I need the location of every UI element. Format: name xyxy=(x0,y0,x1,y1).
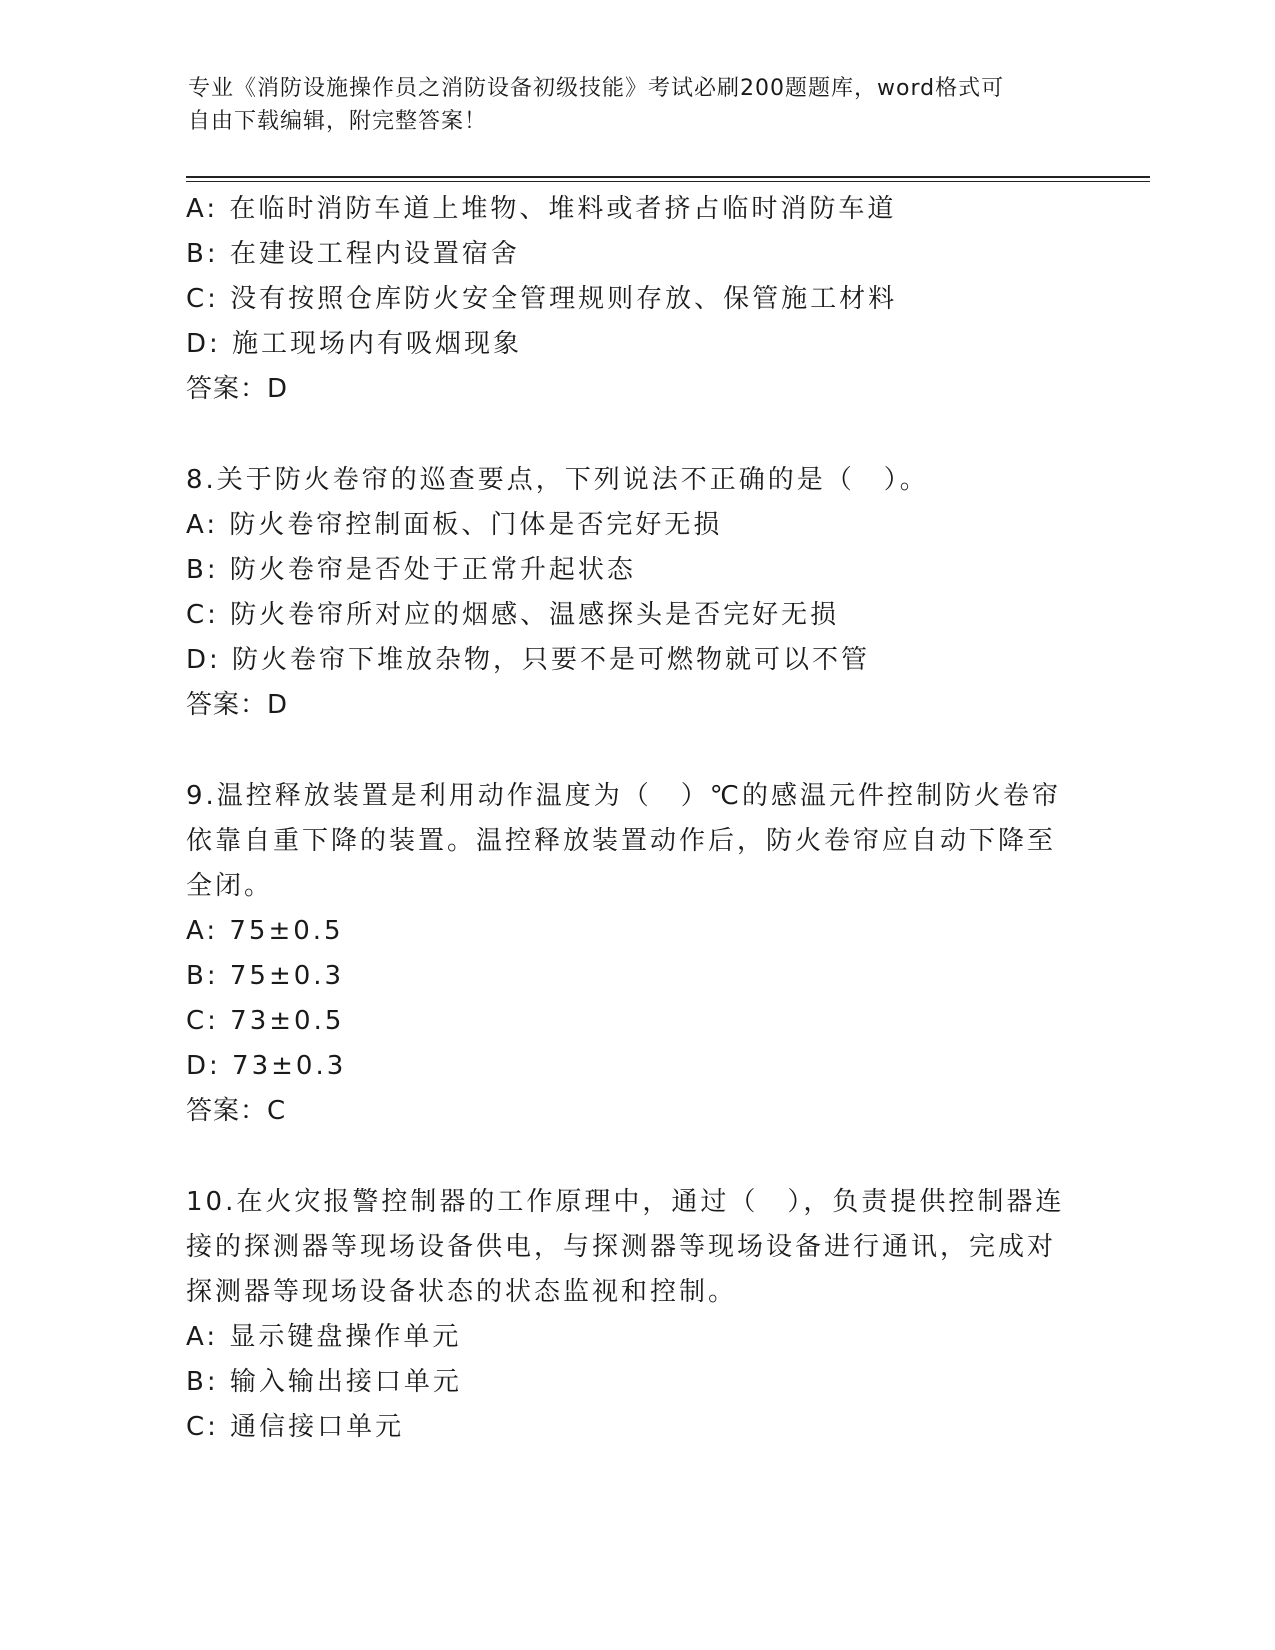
q10-stem-line-2: 接的探测器等现场设备供电，与探测器等现场设备进行通讯，完成对 xyxy=(186,1232,1057,1262)
q7-option-d: D: 施工现场内有吸烟现象 xyxy=(186,329,523,359)
question-10 xyxy=(186,1180,1086,1450)
q8-option-c: C: 防火卷帘所对应的烟感、温感探头是否完好无损 xyxy=(186,600,840,630)
q9-stem-line-3: 全闭。 xyxy=(186,871,274,901)
q9-option-a: A: 75±0.5 xyxy=(186,916,344,946)
question-9 xyxy=(186,774,1086,1134)
spacer xyxy=(186,412,1086,458)
q9-option-d: D: 73±0.3 xyxy=(186,1051,347,1081)
q9-stem-line-1: 9.温控释放装置是利用动作温度为（ ）℃的感温元件控制防火卷帘 xyxy=(186,781,1062,811)
header-line-2: 自由下载编辑，附完整答案！ xyxy=(188,109,488,134)
question-7 xyxy=(186,187,1086,412)
q9-stem-line-2: 依靠自重下降的装置。温控释放装置动作后，防火卷帘应自动下降至 xyxy=(186,826,1057,856)
q10-stem-line-1: 10.在火灾报警控制器的工作原理中，通过（ ），负责提供控制器连 xyxy=(186,1187,1065,1217)
q8-option-b: B: 防火卷帘是否处于正常升起状态 xyxy=(186,555,636,585)
header-line-1: 专业《消防设施操作员之消防设备初级技能》考试必刷200题题库，word格式可 xyxy=(188,76,1005,101)
q7-option-b: B: 在建设工程内设置宿舍 xyxy=(186,239,520,269)
q10-stem-line-3: 探测器等现场设备状态的状态监视和控制。 xyxy=(186,1277,738,1307)
header-divider-thick xyxy=(186,176,1150,178)
document-header xyxy=(188,72,1068,138)
q8-answer: 答案：D xyxy=(186,690,289,720)
q9-option-b: B: 75±0.3 xyxy=(186,961,345,991)
spacer xyxy=(186,1134,1086,1180)
q10-option-b: B: 输入输出接口单元 xyxy=(186,1367,462,1397)
spacer xyxy=(186,728,1086,774)
q9-answer: 答案：C xyxy=(186,1096,287,1126)
q8-option-a: A: 防火卷帘控制面板、门体是否完好无损 xyxy=(186,510,723,540)
question-8 xyxy=(186,458,1086,728)
q10-option-c: C: 通信接口单元 xyxy=(186,1412,405,1442)
q7-option-c: C: 没有按照仓库防火安全管理规则存放、保管施工材料 xyxy=(186,284,898,314)
q7-option-a: A: 在临时消防车道上堆物、堆料或者挤占临时消防车道 xyxy=(186,194,897,224)
q8-option-d: D: 防火卷帘下堆放杂物，只要不是可燃物就可以不管 xyxy=(186,645,871,675)
q7-answer: 答案：D xyxy=(186,374,289,404)
q8-stem: 8.关于防火卷帘的巡查要点，下列说法不正确的是（ ）。 xyxy=(186,465,929,495)
q10-option-a: A: 显示键盘操作单元 xyxy=(186,1322,462,1352)
header-divider-thin xyxy=(186,181,1150,182)
question-content xyxy=(186,187,1086,1450)
q9-option-c: C: 73±0.5 xyxy=(186,1006,345,1036)
